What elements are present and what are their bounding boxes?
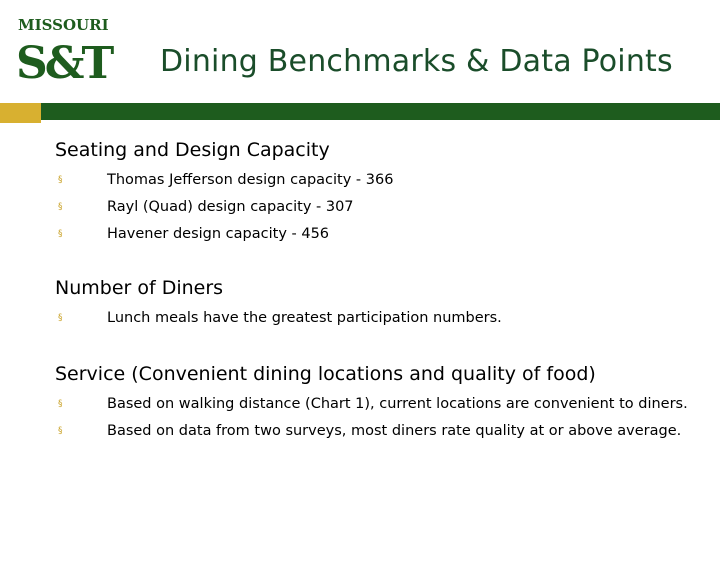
section-seating-capacity (55, 138, 715, 248)
list-item-text: Thomas Jefferson design capacity - 366 (107, 172, 394, 188)
list-item (55, 221, 715, 248)
bullet-list (55, 167, 715, 248)
square-bullet-icon: § (58, 399, 63, 409)
logo-graphic (16, 12, 116, 90)
square-bullet-icon: § (58, 229, 63, 239)
section-number-of-diners (55, 276, 715, 332)
list-item (55, 167, 715, 194)
list-item-text: Lunch meals have the greatest participation numbers. (107, 310, 502, 326)
section-service (55, 362, 715, 445)
section-title: Number of Diners (55, 277, 224, 299)
square-bullet-icon: § (58, 175, 63, 185)
list-item (55, 391, 715, 418)
bullet-list (55, 391, 715, 445)
list-item (55, 418, 715, 445)
section-title: Service (Convenient dining locations and quality of food) (55, 363, 596, 385)
list-item (55, 194, 715, 221)
section-title: Seating and Design Capacity (55, 139, 330, 161)
square-bullet-icon: § (58, 202, 63, 212)
list-item-text: Based on data from two surveys, most diners rate quality at or above average. (107, 423, 682, 439)
bullet-list (55, 305, 715, 332)
logo-mark-text: S&T (16, 38, 112, 89)
list-item-text: Based on walking distance (Chart 1), current locations are convenient to diners. (107, 396, 688, 412)
list-item-text: Rayl (Quad) design capacity - 307 (107, 199, 354, 215)
list-item-text: Havener design capacity - 456 (107, 226, 330, 242)
square-bullet-icon: § (58, 313, 63, 323)
page-title: Dining Benchmarks & Data Points (160, 44, 673, 79)
square-bullet-icon: § (58, 426, 63, 436)
green-header-bar (41, 103, 720, 120)
logo-top-text: MISSOURI (18, 16, 109, 34)
list-item (55, 305, 715, 332)
missouri-st-logo (16, 12, 116, 90)
gold-accent-block (0, 103, 41, 123)
